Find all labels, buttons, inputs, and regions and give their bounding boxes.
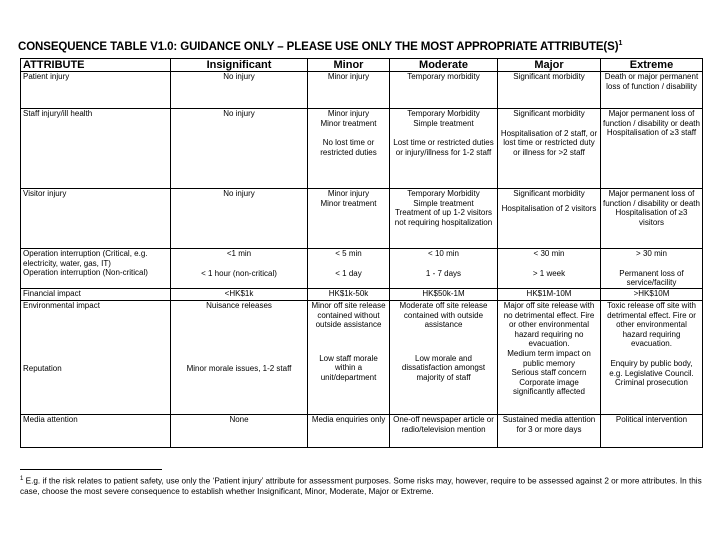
- cell-line: Simple treatment: [413, 198, 474, 208]
- cell-line: Nuisance releases: [206, 301, 272, 310]
- cell-line: Operation interruption (Non-critical): [23, 268, 148, 278]
- cell-extreme: [601, 249, 703, 289]
- table-row: [21, 72, 703, 109]
- cell-line: <1 min: [226, 249, 252, 258]
- cell-extreme: Death or major permanent loss of function / disability: [601, 72, 703, 109]
- cell-line: < 5 min: [335, 249, 362, 258]
- cell-minor: [308, 249, 390, 289]
- footnote-text: E.g. if the risk relates to patient safety, use only the ‘Patient injury’ attribute for assessment purposes. Some risks may, however, require to be assessed against 2 or more attributes. In this case, choose the most severe consequence to establish whether Insignificant, Minor, Moderate, Major or Extreme.: [20, 476, 702, 497]
- cell-line: Low morale and dissatisfaction amongst majority of staff: [401, 353, 486, 382]
- cell-line: > 30 min: [636, 249, 667, 258]
- footnote-divider: [20, 469, 162, 470]
- cell-insignificant: No injury: [171, 72, 308, 109]
- cell-major: Sustained media attention for 3 or more days: [498, 415, 601, 448]
- cell-moderate: One-off newspaper article or radio/television mention: [390, 415, 498, 448]
- cell-line: < 30 min: [533, 249, 565, 258]
- cell-minor: [308, 109, 390, 189]
- cell-moderate: [390, 109, 498, 189]
- cell-line: Temporary Morbidity: [407, 109, 480, 118]
- cell-major: [498, 249, 601, 289]
- cell-line: Hospitalisation of ≥3 staff: [606, 128, 697, 138]
- cell-major: [498, 189, 601, 249]
- header-moderate: Moderate: [390, 59, 498, 72]
- table-row: [21, 301, 703, 415]
- cell-line: Moderate off site release contained with outside assistance: [399, 301, 488, 330]
- footnote-marker: 1: [20, 476, 24, 482]
- cell-line: Operation interruption (Critical, e.g. electricity, water, gas, IT): [23, 249, 148, 268]
- cell-line: Permanent loss of service/facility: [619, 268, 684, 288]
- header-attribute: ATTRIBUTE: [21, 59, 171, 72]
- cell-minor: Media enquiries only: [308, 415, 390, 448]
- cell-line: Environmental impact: [23, 301, 100, 310]
- attribute-cell: Patient injury: [21, 72, 171, 109]
- cell-line: Minor injury: [327, 109, 370, 118]
- cell-line: Toxic release off site with detrimental effect. Fire or other environmental hazard requiring evacuation.: [607, 301, 696, 349]
- cell-major: [498, 109, 601, 189]
- header-insignificant: Insignificant: [171, 59, 308, 72]
- cell-moderate: Temporary morbidity: [390, 72, 498, 109]
- cell-moderate: [390, 301, 498, 415]
- attribute-cell: Staff injury/ill health: [21, 109, 171, 189]
- cell-line: Major off site release with no detrimental effect. Fire or other environmental hazard requiring no evacuation.: [503, 301, 595, 349]
- cell-line: Simple treatment: [413, 118, 474, 128]
- header-extreme: Extreme: [601, 59, 703, 72]
- cell-extreme: >HK$10M: [601, 289, 703, 301]
- cell-extreme: [601, 109, 703, 189]
- cell-major: [498, 301, 601, 415]
- cell-line: Criminal prosecution: [615, 378, 688, 388]
- cell-minor: [308, 189, 390, 249]
- cell-extreme: [601, 189, 703, 249]
- cell-line: Major permanent loss of function / disability or death: [603, 109, 700, 128]
- table-row: [21, 189, 703, 249]
- cell-major: Significant morbidity: [498, 72, 601, 109]
- table-row: [21, 109, 703, 189]
- cell-insignificant: No injury: [171, 189, 308, 249]
- cell-line: Medium term impact on public memory: [507, 348, 591, 368]
- cell-extreme: [601, 301, 703, 415]
- page-title: CONSEQUENCE TABLE V1.0: GUIDANCE ONLY – PLEASE USE ONLY THE MOST APPROPRIATE $ATTRIBUTE(S)^1$: [18, 40, 623, 53]
- cell-line: Serious staff concern: [511, 368, 587, 378]
- cell-insignificant: <HK$1k: [171, 289, 308, 301]
- cell-line: < 10 min: [428, 249, 459, 258]
- cell-line: Lost time or restricted duties or injury/illness for 1-2 staff: [393, 138, 494, 157]
- table-row: [21, 249, 703, 289]
- cell-line: Low staff morale within a unit/department: [319, 353, 378, 382]
- cell-extreme: Political intervention: [601, 415, 703, 448]
- attribute-cell: Financial impact: [21, 289, 171, 301]
- cell-minor: Minor injury: [308, 72, 390, 109]
- cell-line: No lost time or restricted duties: [320, 138, 377, 157]
- header-minor: Minor: [308, 59, 390, 72]
- cell-line: Corporate image significantly affected: [513, 377, 585, 397]
- cell-line: Temporary Morbidity: [407, 189, 480, 198]
- cell-line: 1 - 7 days: [425, 268, 462, 278]
- cell-insignificant: None: [171, 415, 308, 448]
- title-footnote-marker: 1: [618, 40, 623, 47]
- cell-line: Minor off site release contained without outside assistance: [311, 301, 386, 330]
- cell-insignificant: No injury: [171, 109, 308, 189]
- table-row: [21, 289, 703, 301]
- cell-minor: [308, 301, 390, 415]
- footnote: [20, 474, 710, 498]
- cell-moderate: [390, 249, 498, 289]
- cell-line: Minor morale issues, 1-2 staff: [186, 363, 292, 373]
- cell-line: > 1 week: [532, 268, 566, 278]
- attribute-cell: [21, 301, 171, 415]
- cell-line: Major permanent loss of function / disability or death: [603, 189, 700, 208]
- cell-line: Reputation: [23, 363, 62, 373]
- cell-insignificant: [171, 249, 308, 289]
- cell-line: < 1 day: [335, 268, 362, 278]
- attribute-cell: Visitor injury: [21, 189, 171, 249]
- cell-major: HK$1M-10M: [498, 289, 601, 301]
- attribute-cell: [21, 249, 171, 289]
- cell-line: Treatment of up 1-2 visitors not requiring hospitalization: [394, 208, 493, 227]
- cell-minor: HK$1k-50k: [308, 289, 390, 301]
- header-major: Major: [498, 59, 601, 72]
- cell-line: Enquiry by public body, e.g. Legislative Council.: [609, 358, 694, 378]
- header-row: [21, 59, 703, 72]
- cell-insignificant: [171, 301, 308, 415]
- cell-moderate: HK$50k-1M: [390, 289, 498, 301]
- cell-line: Minor injury: [327, 189, 370, 198]
- cell-moderate: [390, 189, 498, 249]
- cell-line: Minor treatment: [320, 118, 377, 128]
- table-row: [21, 415, 703, 448]
- cell-line: Hospitalisation of 2 staff, or lost time or restricted duty or illness for >2 staff: [500, 128, 598, 157]
- cell-line: Minor treatment: [320, 198, 377, 208]
- cell-line: Significant morbidity: [513, 109, 585, 118]
- cell-line: Hospitalisation of ≥3 visitors: [615, 208, 688, 227]
- cell-line: Hospitalisation of 2 visitors: [501, 203, 597, 213]
- cell-line: Significant morbidity: [513, 189, 585, 198]
- cell-line: < 1 hour (non-critical): [201, 268, 277, 278]
- consequence-table: [20, 58, 703, 448]
- attribute-cell: Media attention: [21, 415, 171, 448]
